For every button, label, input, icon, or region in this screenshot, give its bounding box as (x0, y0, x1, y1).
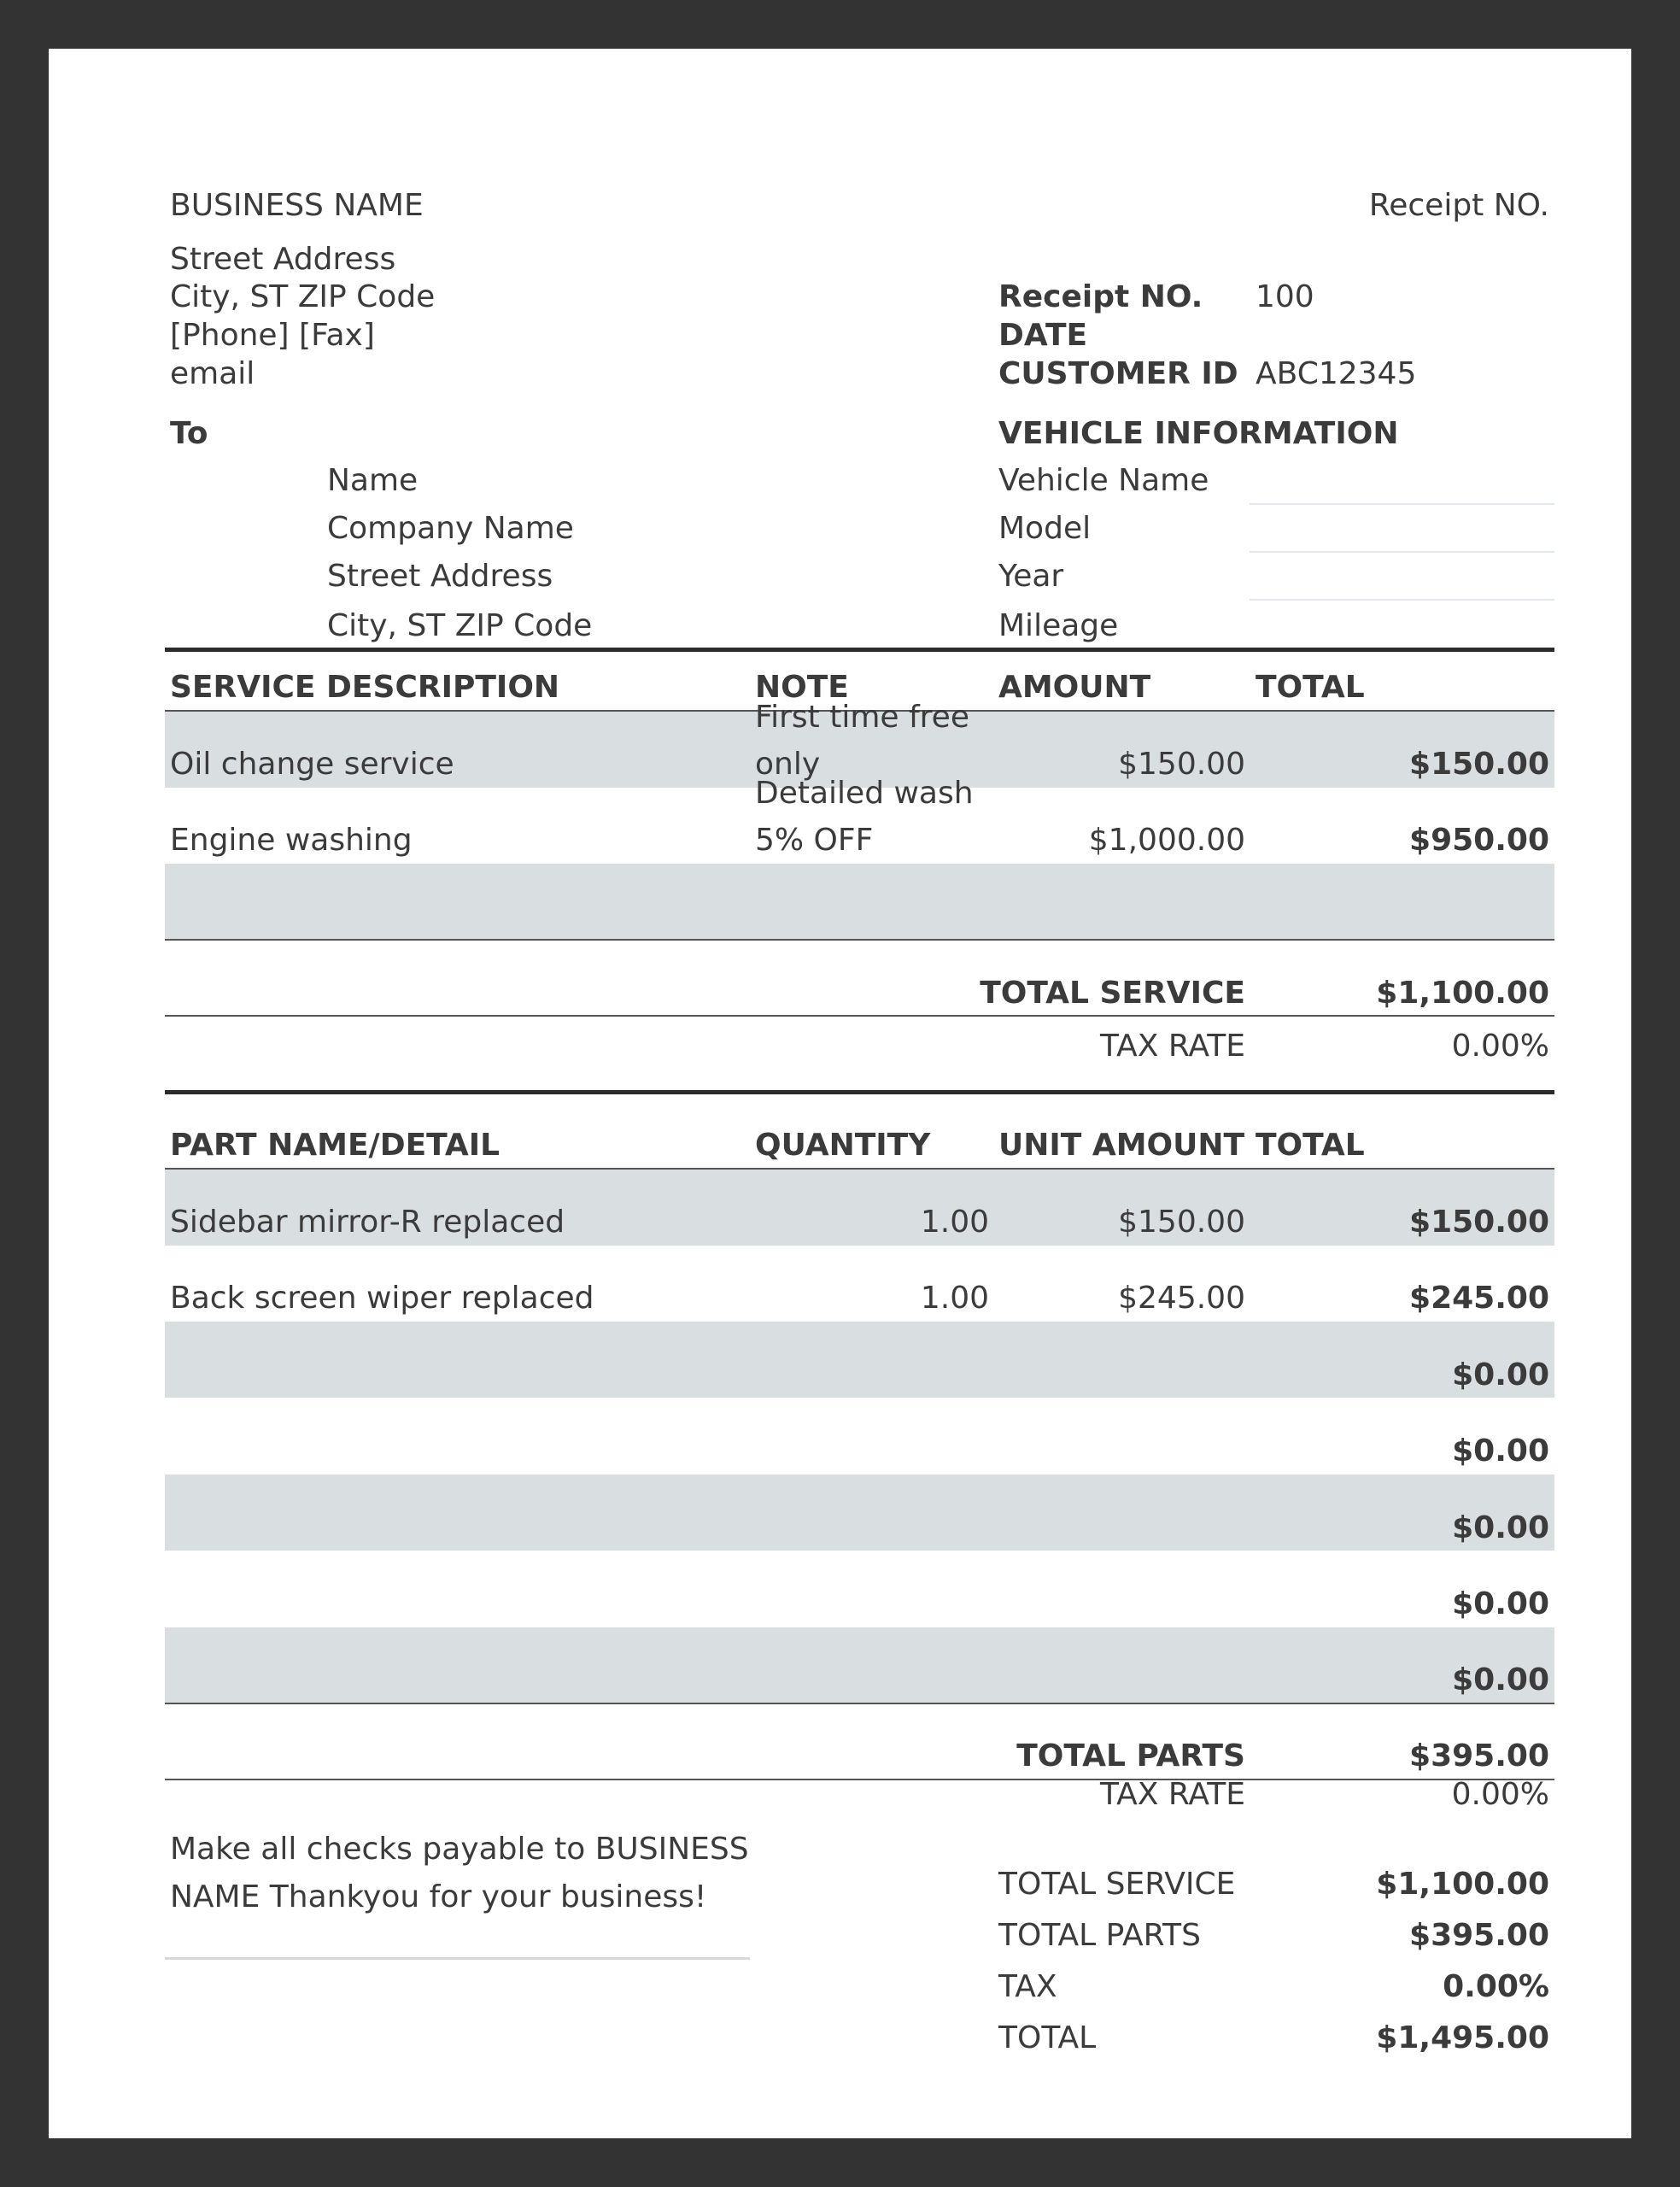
service-row-amount: $150.00 (1118, 747, 1245, 782)
service-row-amount: $1,000.00 (1088, 823, 1245, 858)
service-header-total: TOTAL (1256, 670, 1365, 705)
service-header-amount: AMOUNT (998, 670, 1151, 705)
parts-row-quantity: 1.00 (920, 1205, 989, 1240)
parts-row-total: $0.00 (1452, 1662, 1549, 1697)
service-row-note-top: First time free (755, 700, 969, 735)
service-row-note: 5% OFF (755, 823, 874, 858)
vehicle-year-label: Year (998, 559, 1064, 594)
receipt-no-label: Receipt NO. (998, 279, 1203, 314)
to-city: City, ST ZIP Code (327, 608, 593, 643)
summary-total-label: TOTAL (998, 2020, 1097, 2055)
vehicle-year-field (1250, 599, 1554, 601)
to-name: Name (327, 463, 419, 498)
service-header-note: NOTE (755, 670, 849, 705)
business-name: BUSINESS NAME (170, 188, 424, 223)
service-tax-value: 0.00% (1451, 1029, 1549, 1064)
summary-tax-label: TAX (998, 1969, 1057, 2004)
service-tax-label: TAX RATE (1099, 1029, 1245, 1064)
to-street: Street Address (327, 559, 553, 594)
business-email: email (170, 356, 255, 391)
vehicle-name-field (1250, 503, 1554, 505)
service-row-total: $950.00 (1409, 823, 1549, 858)
summary-tax-value: 0.00% (1443, 1969, 1549, 2004)
business-phone-fax: [Phone] [Fax] (170, 318, 375, 353)
parts-row-total: $0.00 (1452, 1586, 1549, 1621)
service-empty-row (165, 864, 1554, 940)
signature-line (165, 1957, 750, 1960)
payment-note-line1: Make all checks payable to BUSINESS (170, 1832, 749, 1867)
vehicle-model-field (1250, 551, 1554, 553)
summary-service-value: $1,100.00 (1376, 1867, 1549, 1902)
vehicle-model-label: Model (998, 511, 1092, 546)
vehicle-info-title: VEHICLE INFORMATION (998, 416, 1399, 451)
service-total-value: $1,100.00 (1376, 976, 1549, 1011)
vehicle-name-label: Vehicle Name (998, 463, 1209, 498)
summary-total-value: $1,495.00 (1376, 2020, 1549, 2055)
business-city: City, ST ZIP Code (170, 279, 436, 314)
service-top-rule (165, 648, 1554, 652)
to-company: Company Name (327, 511, 574, 546)
parts-header-quantity: QUANTITY (755, 1128, 931, 1163)
service-total-rule (165, 1015, 1554, 1017)
summary-parts-value: $395.00 (1409, 1918, 1549, 1953)
parts-tax-label: TAX RATE (1099, 1777, 1245, 1812)
parts-row-total: $0.00 (1452, 1357, 1549, 1393)
receipt-no-value: 100 (1256, 279, 1314, 314)
to-label: To (170, 416, 208, 451)
service-bottom-rule (165, 939, 1554, 941)
receipt-title: Receipt NO. (1368, 188, 1549, 223)
parts-row-total: $0.00 (1452, 1434, 1549, 1469)
parts-header-total: TOTAL (1256, 1128, 1365, 1163)
parts-row-total: $245.00 (1409, 1281, 1549, 1316)
parts-tax-value: 0.00% (1451, 1777, 1549, 1812)
parts-row-name: Sidebar mirror-R replaced (170, 1205, 565, 1240)
payment-note-line2: NAME Thankyou for your business! (170, 1879, 707, 1914)
service-row-description: Engine washing (170, 823, 413, 858)
service-header-description: SERVICE DESCRIPTION (170, 670, 560, 705)
service-row-note-top: Detailed wash (755, 776, 974, 811)
service-row-description: Oil change service (170, 747, 454, 782)
parts-total-label: TOTAL PARTS (1016, 1738, 1245, 1774)
parts-row-name: Back screen wiper replaced (170, 1281, 594, 1316)
parts-top-rule (165, 1090, 1554, 1094)
vehicle-mileage-label: Mileage (998, 608, 1119, 643)
parts-row-unit-amount: $150.00 (1118, 1205, 1245, 1240)
parts-header-unit-amount: UNIT AMOUNT (998, 1128, 1245, 1163)
date-label: DATE (998, 318, 1088, 353)
parts-row-quantity: 1.00 (920, 1281, 989, 1316)
parts-bottom-rule (165, 1703, 1554, 1704)
summary-parts-label: TOTAL PARTS (998, 1918, 1201, 1953)
service-row-note: only (755, 747, 821, 782)
parts-total-value: $395.00 (1409, 1738, 1549, 1774)
parts-row-unit-amount: $245.00 (1118, 1281, 1245, 1316)
summary-service-label: TOTAL SERVICE (998, 1867, 1236, 1902)
business-street: Street Address (170, 242, 396, 277)
parts-row-total: $150.00 (1409, 1205, 1549, 1240)
customer-id-value: ABC12345 (1256, 356, 1417, 391)
service-total-label: TOTAL SERVICE (980, 976, 1245, 1011)
customer-id-label: CUSTOMER ID (998, 356, 1238, 391)
service-row-total: $150.00 (1409, 747, 1549, 782)
parts-row-total: $0.00 (1452, 1510, 1549, 1545)
parts-header-name: PART NAME/DETAIL (170, 1128, 500, 1163)
